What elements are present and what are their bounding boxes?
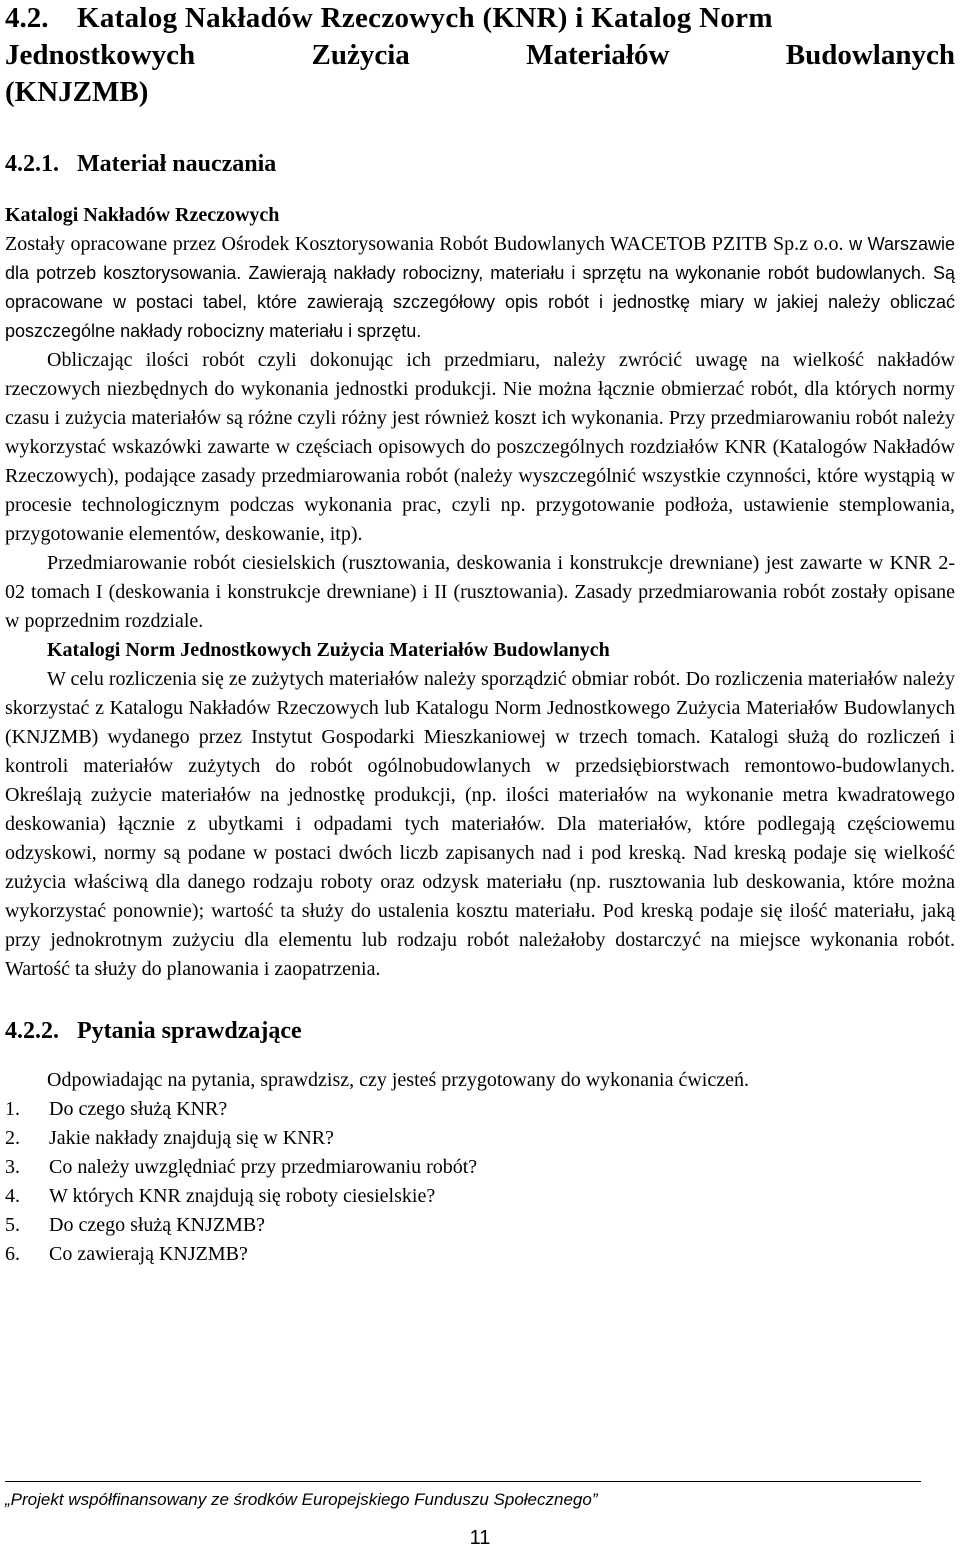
question-item: 4. W których KNR znajdują się roboty ciesielskie? xyxy=(5,1185,436,1207)
chapter-title-line2: Jednostkowych Zużycia Materiałów Budowlanych xyxy=(5,39,955,71)
section-heading-questions xyxy=(5,1016,955,1046)
section-number: 4.2.1. xyxy=(5,151,59,177)
knr-subtitle: Katalogi Nakładów Rzeczowych xyxy=(5,204,280,226)
knr-p1-part-d: Są opracowane w postaci tabel, które zawierają szczegółowy opis robót i jednostkę miary w jakiej należy obliczać poszczególne nakłady robocizny materiału i sprzętu. xyxy=(5,263,956,341)
questions-list xyxy=(5,1095,955,1269)
knjzmb-paragraph: W celu rozliczenia się ze zużytych materiałów należy sporządzić obmiar robót. Do rozliczenia materiałów należy skorzystać z Katalogu Nakładów Rzeczowych lub Katalogu Norm Jednostkowego Zużycia Materiałów Budowlanych (KNJZMB) wydanego przez Instytut Gospodarki Mieszkaniowej w trzech tomach. Katalogi służą do rozliczeń i kontroli materiałów zużytych do robót ogólnobudowlanych w przedsiębiorstwach remontowo-budowlanych. Określają zużycie materiałów na jednostkę produkcji, (np. ilości materiałów na wykonanie metra kwadratowego deskowania) łącznie z ubytkami i odpadami tych materiałów. Dla materiałów, które podlegają częściowemu odzyskowi, normy są podane w postaci dwóch liczb zapisanych nad i pod kreską. Nad kreską podaje się wielkość zużycia właściwą dla danego rodzaju roboty oraz odzysk materiału (np. rusztowania lub deskowania, które można wykorzystać ponownie); wartość ta służy do ustalenia kosztu materiału. Pod kreską podaje się ilość materiału, jaką przy jednokrotnym zużyciu dla elementu lub rodzaju robót należałoby dostarczyć na miejsce wykonania robót. Wartość ta służy do planowania i zaopatrzenia. xyxy=(5,668,955,980)
questions-intro: Odpowiadając na pytania, sprawdzisz, czy jesteś przygotowany do wykonania ćwiczeń. xyxy=(47,1069,749,1091)
section-heading-material xyxy=(5,149,955,179)
chapter-title-line3: (KNJZMB) xyxy=(5,76,149,108)
footer-note: „Projekt współfinansowany ze środków Europejskiego Funduszu Społecznego” xyxy=(5,1490,598,1509)
knr-paragraph-1 xyxy=(5,230,955,346)
knr-p1-part-b: w Warszawie dla potrzeb kosztorysowania. xyxy=(5,234,956,283)
knr-paragraph-2: Obliczając ilości robót czyli dokonując ich przedmiaru, należy zwrócić uwagę na wielkość nakładów rzeczowych niezbędnych do wykonania jednostki produkcji. Nie można łącznie obmierzać robót, dla których normy czasu i zużycia materiałów są różne czyli różny jest również koszt ich wykonania. Przy przedmiarowaniu robót należy wykorzystać wskazówki zawarte w częściach opisowych do poszczególnych rozdziałów KNR (Katalogów Nakładów Rzeczowych), podające zasady przedmiarowania robót (należy wyszczególnić wszystkie czynności, które wystąpią w procesie technologicznym podczas wykonania prac, czyli np. przygotowanie podłoża, ustawienie stemplowania, przygotowanie elementów, deskowanie, itp). xyxy=(5,349,955,545)
question-item: 1. Do czego służą KNR? xyxy=(5,1098,228,1120)
chapter-heading xyxy=(5,0,955,111)
chapter-number: 4.2. xyxy=(5,2,49,34)
page-number: 11 xyxy=(469,1527,491,1549)
knr-paragraph-3: Przedmiarowanie robót ciesielskich (rusztowania, deskowania i konstrukcje drewniane) jest zawarte w KNR 2-02 tomach I (deskowania i konstrukcje drewniane) i II (rusztowania). Zasady przedmiarowania robót zostały opisane w poprzednim rozdziale. xyxy=(5,552,955,632)
document-page xyxy=(5,0,955,1269)
question-item: 3. Co należy uwzględniać przy przedmiarowaniu robót? xyxy=(5,1156,478,1178)
section-title-2: Pytania sprawdzające xyxy=(77,1018,302,1044)
question-item: 2. Jakie nakłady znajdują się w KNR? xyxy=(5,1127,334,1149)
footer-divider xyxy=(5,1481,921,1482)
knr-p1-part-a: Zostały opracowane przez Ośrodek Kosztorysowania Robót Budowlanych WACETOB PZITB Sp.z o.o. xyxy=(5,233,844,255)
knjzmb-subtitle: Katalogi Norm Jednostkowych Zużycia Materiałów Budowlanych xyxy=(47,639,610,661)
section-title: Materiał nauczania xyxy=(77,151,277,177)
knr-p1-part-c: Zawierają nakłady robocizny, materiału i sprzętu na wykonanie robót budowlanych. xyxy=(248,263,926,283)
question-item: 5. Do czego służą KNJZMB? xyxy=(5,1214,266,1236)
chapter-title-line1: Katalog Nakładów Rzeczowych (KNR) i Katalog Norm xyxy=(77,2,773,34)
question-item: 6. Co zawierają KNJZMB? xyxy=(5,1243,248,1265)
section-number-2: 4.2.2. xyxy=(5,1018,59,1044)
